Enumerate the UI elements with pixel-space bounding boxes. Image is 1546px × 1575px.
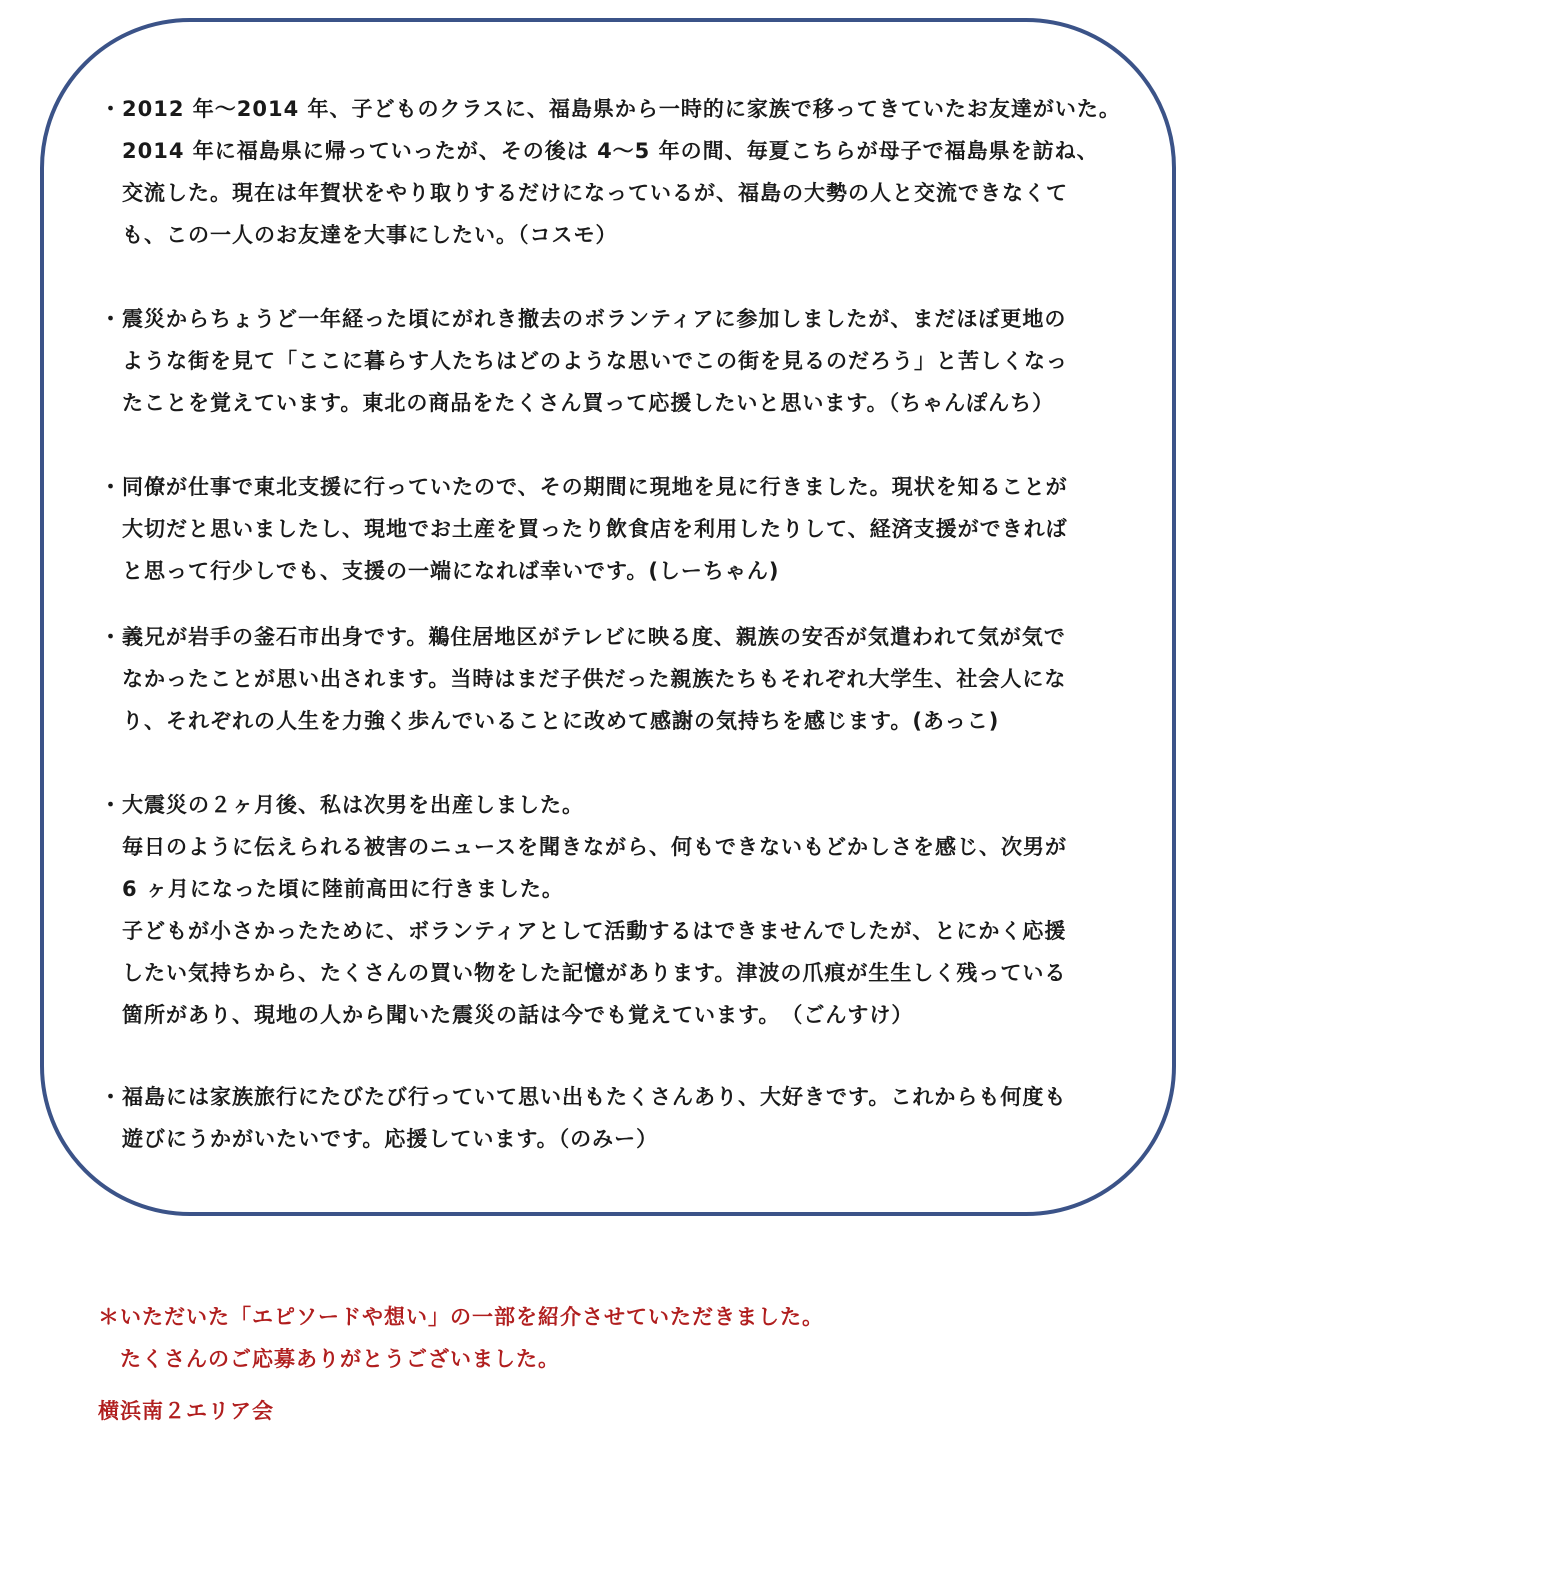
episode-line: 大震災の２ヶ月後、私は次男を出産しました。: [122, 793, 584, 817]
episode-line: 2012 年～2014 年、子どものクラスに、福島県から一時的に家族で移ってきていたお友達がいた。: [122, 97, 1121, 121]
episode-item: [100, 784, 1140, 1036]
signature: 横浜南２エリア会: [98, 1399, 274, 1423]
episode-item: [100, 466, 1140, 592]
episode-line: も、この一人のお友達を大事にしたい。（コスモ）: [122, 223, 618, 247]
bullet: ・: [100, 307, 122, 331]
episode-line: 遊びにうかがいたいです。応援しています。（のみー）: [122, 1127, 659, 1151]
episode-line: 震災からちょうど一年経った頃にがれき撤去のボランティアに参加しましたが、まだほぼ更地の: [122, 307, 1067, 331]
bullet: ・: [100, 97, 122, 121]
bullet: ・: [100, 475, 122, 499]
bullet: ・: [100, 793, 122, 817]
episode-line: 毎日のように伝えられる被害のニュースを聞きながら、何もできないもどかしさを感じ、次男が: [122, 835, 1067, 859]
episode-line: 交流した。現在は年賀状をやり取りするだけになっているが、福島の大勢の人と交流できなくて: [122, 181, 1068, 205]
episode-line: 6 ヶ月になった頃に陸前高田に行きました。: [122, 877, 564, 901]
episode-line: ような街を見て「ここに暮らす人たちはどのような思いでこの街を見るのだろう」と苦しくなっ: [122, 349, 1068, 373]
bullet: ・: [100, 625, 122, 649]
closing-note-line: たくさんのご応募ありがとうございました。: [120, 1347, 560, 1371]
episode-item: [100, 1076, 1140, 1160]
closing-note: [98, 1296, 824, 1380]
episode-line: 大切だと思いましたし、現地でお土産を買ったり飲食店を利用したりして、経済支援ができれば: [122, 517, 1068, 541]
episode-line: 同僚が仕事で東北支援に行っていたので、その期間に現地を見に行きました。現状を知ることが: [122, 475, 1068, 499]
episode-line: たことを覚えています。東北の商品をたくさん買って応援したいと思います。（ちゃんぽんち）: [122, 391, 1055, 415]
episode-line: と思って行少しでも、支援の一端になれば幸いです。(しーちゃん): [122, 559, 780, 583]
episode-item: [100, 616, 1140, 742]
episode-line: 義兄が岩手の釜石市出身です。鵜住居地区がテレビに映る度、親族の安否が気遣われて気が気で: [122, 625, 1066, 649]
episode-line: り、それぞれの人生を力強く歩んでいることに改めて感謝の気持ちを感じます。(あっこ): [122, 709, 1000, 733]
episode-line: 子どもが小さかったために、ボランティアとして活動するはできませんでしたが、とにかく応援: [122, 919, 1067, 943]
episode-line: 箇所があり、現地の人から聞いた震災の話は今でも覚えています。 （ごんすけ）: [122, 1003, 914, 1027]
bullet: ・: [100, 1085, 122, 1109]
episode-item: [100, 298, 1140, 424]
episode-item: [100, 88, 1140, 256]
episode-line: なかったことが思い出されます。当時はまだ子供だった親族たちもそれぞれ大学生、社会人にな: [122, 667, 1067, 691]
episode-list: [100, 88, 1140, 1160]
episode-line: 2014 年に福島県に帰っていったが、その後は 4～5 年の間、毎夏こちらが母子で福島県を訪ね、: [122, 139, 1099, 163]
closing-note-line: ＊いただいた「エピソードや想い」の一部を紹介させていただきました。: [98, 1305, 824, 1329]
episode-line: したい気持ちから、たくさんの買い物をした記憶があります。津波の爪痕が生生しく残っている: [122, 961, 1067, 985]
episode-line: 福島には家族旅行にたびたび行っていて思い出もたくさんあり、大好きです。これからも何度も: [122, 1085, 1067, 1109]
